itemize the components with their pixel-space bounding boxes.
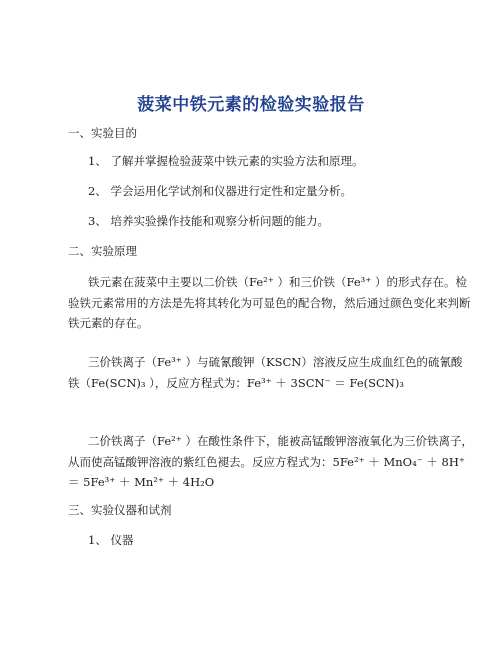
- section-heading-equipment: 三、实验仪器和试剂: [68, 503, 172, 517]
- document-title: 菠菜中铁元素的检验实验报告: [137, 95, 365, 115]
- purpose-item-2: 2、 学会运用化学试剂和仪器进行定性和定量分析。: [88, 184, 352, 198]
- principle-paragraph-3: 二价铁离子（Fe²⁺ ）在酸性条件下，能被高锰酸钾溶液氧化为三价铁离子，从而使高锰酸钾溶液的紫红色褪去。反应方程式为：5Fe²⁺ ＋ MnO₄⁻ ＋ 8H⁺ ＝ 5Fe³⁺ ＋ Mn²⁺ ＋ 4H₂O: [68, 434, 473, 489]
- equipment-subheading: 1、 仪器: [88, 533, 134, 547]
- purpose-item-1: 1、 了解并掌握检验菠菜中铁元素的实验方法和原理。: [88, 154, 364, 168]
- section-heading-purpose: 一、实验目的: [68, 126, 137, 140]
- section-heading-principle: 二、实验原理: [68, 244, 137, 258]
- purpose-item-3: 3、 培养实验操作技能和观察分析问题的能力。: [88, 214, 329, 228]
- principle-paragraph-1: 铁元素在菠菜中主要以二价铁（Fe²⁺ ）和三价铁（Fe³⁺ ）的形式存在。检验铁元素常用的方法是先将其转化为可显色的配合物，然后通过颜色变化来判断铁元素的存在。: [68, 275, 471, 330]
- principle-paragraph-2: 三价铁离子（Fe³⁺ ）与硫氰酸钾（KSCN）溶液反应生成血红色的硫氰酸铁（Fe(SCN)₃ ），反应方程式为：Fe³⁺ ＋ 3SCN⁻ ＝ Fe(SCN)₃: [68, 355, 463, 390]
